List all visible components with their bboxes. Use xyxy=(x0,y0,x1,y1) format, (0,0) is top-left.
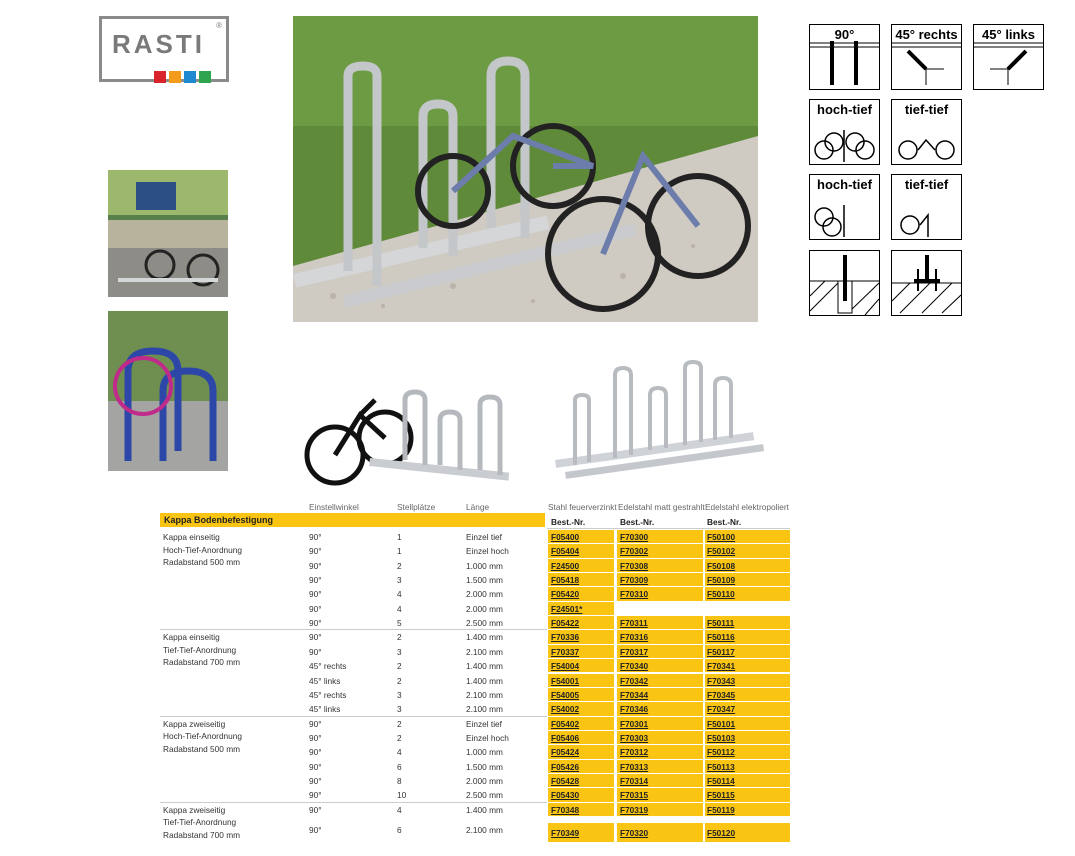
order-number-link[interactable]: F54002 xyxy=(551,704,580,715)
cell-angle: 90° xyxy=(309,646,322,657)
cell-angle: 45° links xyxy=(309,704,341,715)
cell-spaces: 2 xyxy=(397,632,402,643)
group-label-line: Radabstand 500 mm xyxy=(163,557,241,567)
cell-length: 1.400 mm xyxy=(466,632,503,643)
icon-90-degree: 90° xyxy=(809,24,880,90)
icon-ground-anchor-bolted xyxy=(891,250,962,316)
header-matt: Edelstahl matt gestrahlt xyxy=(618,502,705,512)
blue-rack-photo xyxy=(108,311,228,471)
header-polished: Edelstahl elektropoliert xyxy=(705,502,789,512)
order-number-link[interactable]: F54004 xyxy=(551,661,580,672)
cell-length: 1.000 mm xyxy=(466,560,503,571)
registered-mark: ® xyxy=(216,21,222,30)
order-number-link[interactable]: F50112 xyxy=(707,747,735,758)
order-number-link[interactable]: F50102 xyxy=(707,546,736,557)
cell-angle: 90° xyxy=(309,732,322,743)
cell-length: 1.400 mm xyxy=(466,675,503,686)
cell-spaces: 4 xyxy=(397,589,402,600)
logo-square-green xyxy=(199,71,211,83)
cell-length: 1.500 mm xyxy=(466,575,503,586)
cell-spaces: 2 xyxy=(397,732,402,743)
cell-spaces: 2 xyxy=(397,675,402,686)
order-number-link[interactable]: F70308 xyxy=(620,560,649,571)
main-product-photo xyxy=(293,16,758,322)
order-number-link[interactable]: F50100 xyxy=(707,532,736,542)
order-number-link[interactable]: F24501* xyxy=(551,603,583,614)
rack-with-bike-photo xyxy=(300,360,520,490)
order-number-link[interactable]: F70340 xyxy=(620,661,649,672)
group-divider xyxy=(160,802,547,803)
group-label-line: Kappa einseitig xyxy=(163,632,220,643)
order-number-link[interactable]: F50120 xyxy=(707,828,736,838)
group-label-line: Kappa zweiseitig xyxy=(163,804,226,815)
cell-spaces: 1 xyxy=(397,546,402,557)
icon-45-right: 45° rechts xyxy=(891,24,962,90)
cell-angle: 90° xyxy=(309,747,322,758)
order-number-link[interactable]: F05422 xyxy=(551,618,580,629)
order-label-matt: Best.-Nr. xyxy=(620,517,655,527)
logo-square-blue xyxy=(184,71,196,83)
group-label-line: Hoch-Tief-Anordnung xyxy=(163,731,243,742)
order-number-link[interactable]: F50109 xyxy=(707,575,736,586)
logo-square-orange xyxy=(169,71,181,83)
icon-45-left: 45° links xyxy=(973,24,1044,90)
order-label-polished: Best.-Nr. xyxy=(707,517,742,527)
order-number-link[interactable]: F70315 xyxy=(620,790,649,801)
cell-length: 2.000 mm xyxy=(466,589,503,600)
cell-spaces: 2 xyxy=(397,661,402,672)
cell-spaces: 6 xyxy=(397,761,402,772)
cell-length: Einzel hoch xyxy=(466,732,509,743)
order-number-link[interactable]: F70313 xyxy=(620,761,649,772)
order-number-link[interactable]: F05400 xyxy=(551,532,580,542)
order-number-link[interactable]: F70342 xyxy=(620,675,649,686)
group-divider xyxy=(160,629,547,630)
cell-length: Einzel hoch xyxy=(466,546,509,557)
cell-length: 1.500 mm xyxy=(466,761,503,772)
cell-angle: 90° xyxy=(309,618,322,629)
order-number-link[interactable]: F70347 xyxy=(707,704,736,715)
header-angle: Einstellwinkel xyxy=(309,502,359,512)
cell-spaces: 8 xyxy=(397,775,402,786)
order-number-link[interactable]: F70316 xyxy=(620,632,649,643)
cell-spaces: 3 xyxy=(397,575,402,586)
cell-spaces: 5 xyxy=(397,618,402,629)
group-divider xyxy=(160,716,547,717)
cell-spaces: 3 xyxy=(397,704,402,715)
order-number-link[interactable]: F70345 xyxy=(707,689,736,700)
order-number-link[interactable]: F70343 xyxy=(707,675,736,686)
cell-length: 2.500 mm xyxy=(466,790,503,801)
order-number-link[interactable]: F50114 xyxy=(707,775,735,786)
logo-wordmark: RASTI xyxy=(112,29,205,59)
order-number-link[interactable]: F70317 xyxy=(620,646,649,657)
order-number-link[interactable]: F50101 xyxy=(707,718,736,729)
cell-length: 1.400 mm xyxy=(466,661,503,672)
cell-length: 2.100 mm xyxy=(466,825,503,835)
order-number-link[interactable]: F24500 xyxy=(551,560,580,571)
group-label-line: Radabstand 700 mm xyxy=(163,829,241,840)
order-number-link[interactable]: F05406 xyxy=(551,732,580,743)
order-number-link[interactable]: F05420 xyxy=(551,589,580,600)
order-number-link[interactable]: F70303 xyxy=(620,732,649,743)
order-number-link[interactable]: F70319 xyxy=(620,804,649,815)
cell-spaces: 10 xyxy=(397,790,407,801)
cell-length: Einzel tief xyxy=(466,532,502,542)
header-spaces: Stellplätze xyxy=(397,502,436,512)
group-label-line: Kappa zweiseitig xyxy=(163,718,226,729)
icon-hoch-tief-single: hoch-tief xyxy=(809,174,880,240)
order-number-link[interactable]: F50117 xyxy=(707,646,735,657)
order-number-link[interactable]: F70348 xyxy=(551,804,580,815)
order-number-link[interactable]: F05426 xyxy=(551,761,580,772)
cell-length: 2.100 mm xyxy=(466,646,503,657)
cell-spaces: 2 xyxy=(397,560,402,571)
order-number-link[interactable]: F50108 xyxy=(707,560,736,571)
order-number-link[interactable]: F50110 xyxy=(707,589,735,600)
cell-length: 1.000 mm xyxy=(466,747,503,758)
cell-angle: 90° xyxy=(309,546,322,557)
cell-angle: 90° xyxy=(309,589,322,600)
order-number-link[interactable]: F70337 xyxy=(551,646,580,657)
cell-length: 1.400 mm xyxy=(466,804,503,815)
product-table xyxy=(160,497,790,842)
order-number-link[interactable]: F70349 xyxy=(551,828,580,838)
order-number-link[interactable]: F70310 xyxy=(620,589,649,600)
order-number-link[interactable]: F05404 xyxy=(551,546,580,557)
order-number-link[interactable]: F05428 xyxy=(551,775,580,786)
cell-angle: 45° rechts xyxy=(309,689,347,700)
group-label-line: Tief-Tief-Anordnung xyxy=(163,644,237,655)
cell-spaces: 6 xyxy=(397,825,402,835)
cell-spaces: 3 xyxy=(397,646,402,657)
order-number-link[interactable]: F70301 xyxy=(620,718,649,729)
cell-length: 2.100 mm xyxy=(466,689,503,700)
header-length: Länge xyxy=(466,502,490,512)
group-label-line: Tief-Tief-Anordnung xyxy=(163,817,237,828)
park-photo xyxy=(108,170,228,297)
order-number-link[interactable]: F54001 xyxy=(551,675,580,686)
order-number-link[interactable]: F05418 xyxy=(551,575,580,586)
order-number-link[interactable]: F70341 xyxy=(707,661,736,672)
cell-angle: 90° xyxy=(309,632,322,643)
order-number-link[interactable]: F50119 xyxy=(707,804,735,815)
cell-spaces: 4 xyxy=(397,804,402,815)
cell-angle: 90° xyxy=(309,804,322,815)
icon-hoch-tief-double: hoch-tief xyxy=(809,99,880,165)
cell-angle: 90° xyxy=(309,718,322,729)
cell-length: 2.500 mm xyxy=(466,618,503,629)
order-number-link[interactable]: F50103 xyxy=(707,732,736,743)
cell-length: 2.000 mm xyxy=(466,603,503,614)
icon-ground-anchor-embedded xyxy=(809,250,880,316)
cell-angle: 90° xyxy=(309,790,322,801)
group-label-line: Hoch-Tief-Anordnung xyxy=(163,544,243,555)
order-number-link[interactable]: F70302 xyxy=(620,546,649,557)
section-title: Kappa Bodenbefestigung xyxy=(164,515,274,525)
cell-angle: 45° rechts xyxy=(309,661,347,672)
order-number-link[interactable]: F70314 xyxy=(620,775,649,786)
order-number-link[interactable]: F70346 xyxy=(620,704,649,715)
order-number-link[interactable]: F70344 xyxy=(620,689,649,700)
header-galvanized: Stahl feuerverzinkt xyxy=(548,502,617,512)
order-number-link[interactable]: F70300 xyxy=(620,532,649,542)
cell-spaces: 2 xyxy=(397,718,402,729)
group-label-line: Radabstand 500 mm xyxy=(163,743,241,754)
cell-angle: 90° xyxy=(309,603,322,614)
order-number-link[interactable]: F70309 xyxy=(620,575,649,586)
order-number-link[interactable]: F50115 xyxy=(707,790,735,801)
order-label-galvanized: Best.-Nr. xyxy=(551,517,586,527)
cell-spaces: 4 xyxy=(397,747,402,758)
order-number-link[interactable]: F50113 xyxy=(707,761,735,772)
order-number-link[interactable]: F50116 xyxy=(707,632,735,643)
cell-angle: 90° xyxy=(309,575,322,586)
double-sided-rack-photo xyxy=(545,350,775,490)
order-number-link[interactable]: F05430 xyxy=(551,790,580,801)
icon-tief-tief-double: tief-tief xyxy=(891,99,962,165)
cell-spaces: 1 xyxy=(397,532,402,542)
order-number-link[interactable]: F70312 xyxy=(620,747,649,758)
order-number-link[interactable]: F05402 xyxy=(551,718,580,729)
order-number-link[interactable]: F54005 xyxy=(551,689,580,700)
cell-angle: 45° links xyxy=(309,675,341,686)
cell-length: 2.100 mm xyxy=(466,704,503,715)
group-label-line: Radabstand 700 mm xyxy=(163,657,241,668)
order-number-link[interactable]: F70320 xyxy=(620,828,649,838)
group-label-line: Kappa einseitig xyxy=(163,532,220,542)
cell-angle: 90° xyxy=(309,532,322,542)
rasti-logo xyxy=(99,16,229,82)
order-number-link[interactable]: F50111 xyxy=(707,618,735,629)
cell-length: Einzel tief xyxy=(466,718,502,729)
cell-spaces: 4 xyxy=(397,603,402,614)
order-number-link[interactable]: F70311 xyxy=(620,618,648,629)
icon-tief-tief-single: tief-tief xyxy=(891,174,962,240)
cell-spaces: 3 xyxy=(397,689,402,700)
order-number-link[interactable]: F70336 xyxy=(551,632,580,643)
cell-angle: 90° xyxy=(309,560,322,571)
cell-angle: 90° xyxy=(309,775,322,786)
logo-square-red xyxy=(154,71,166,83)
cell-angle: 90° xyxy=(309,825,322,835)
cell-length: 2.000 mm xyxy=(466,775,503,786)
cell-angle: 90° xyxy=(309,761,322,772)
order-number-link[interactable]: F05424 xyxy=(551,747,580,758)
